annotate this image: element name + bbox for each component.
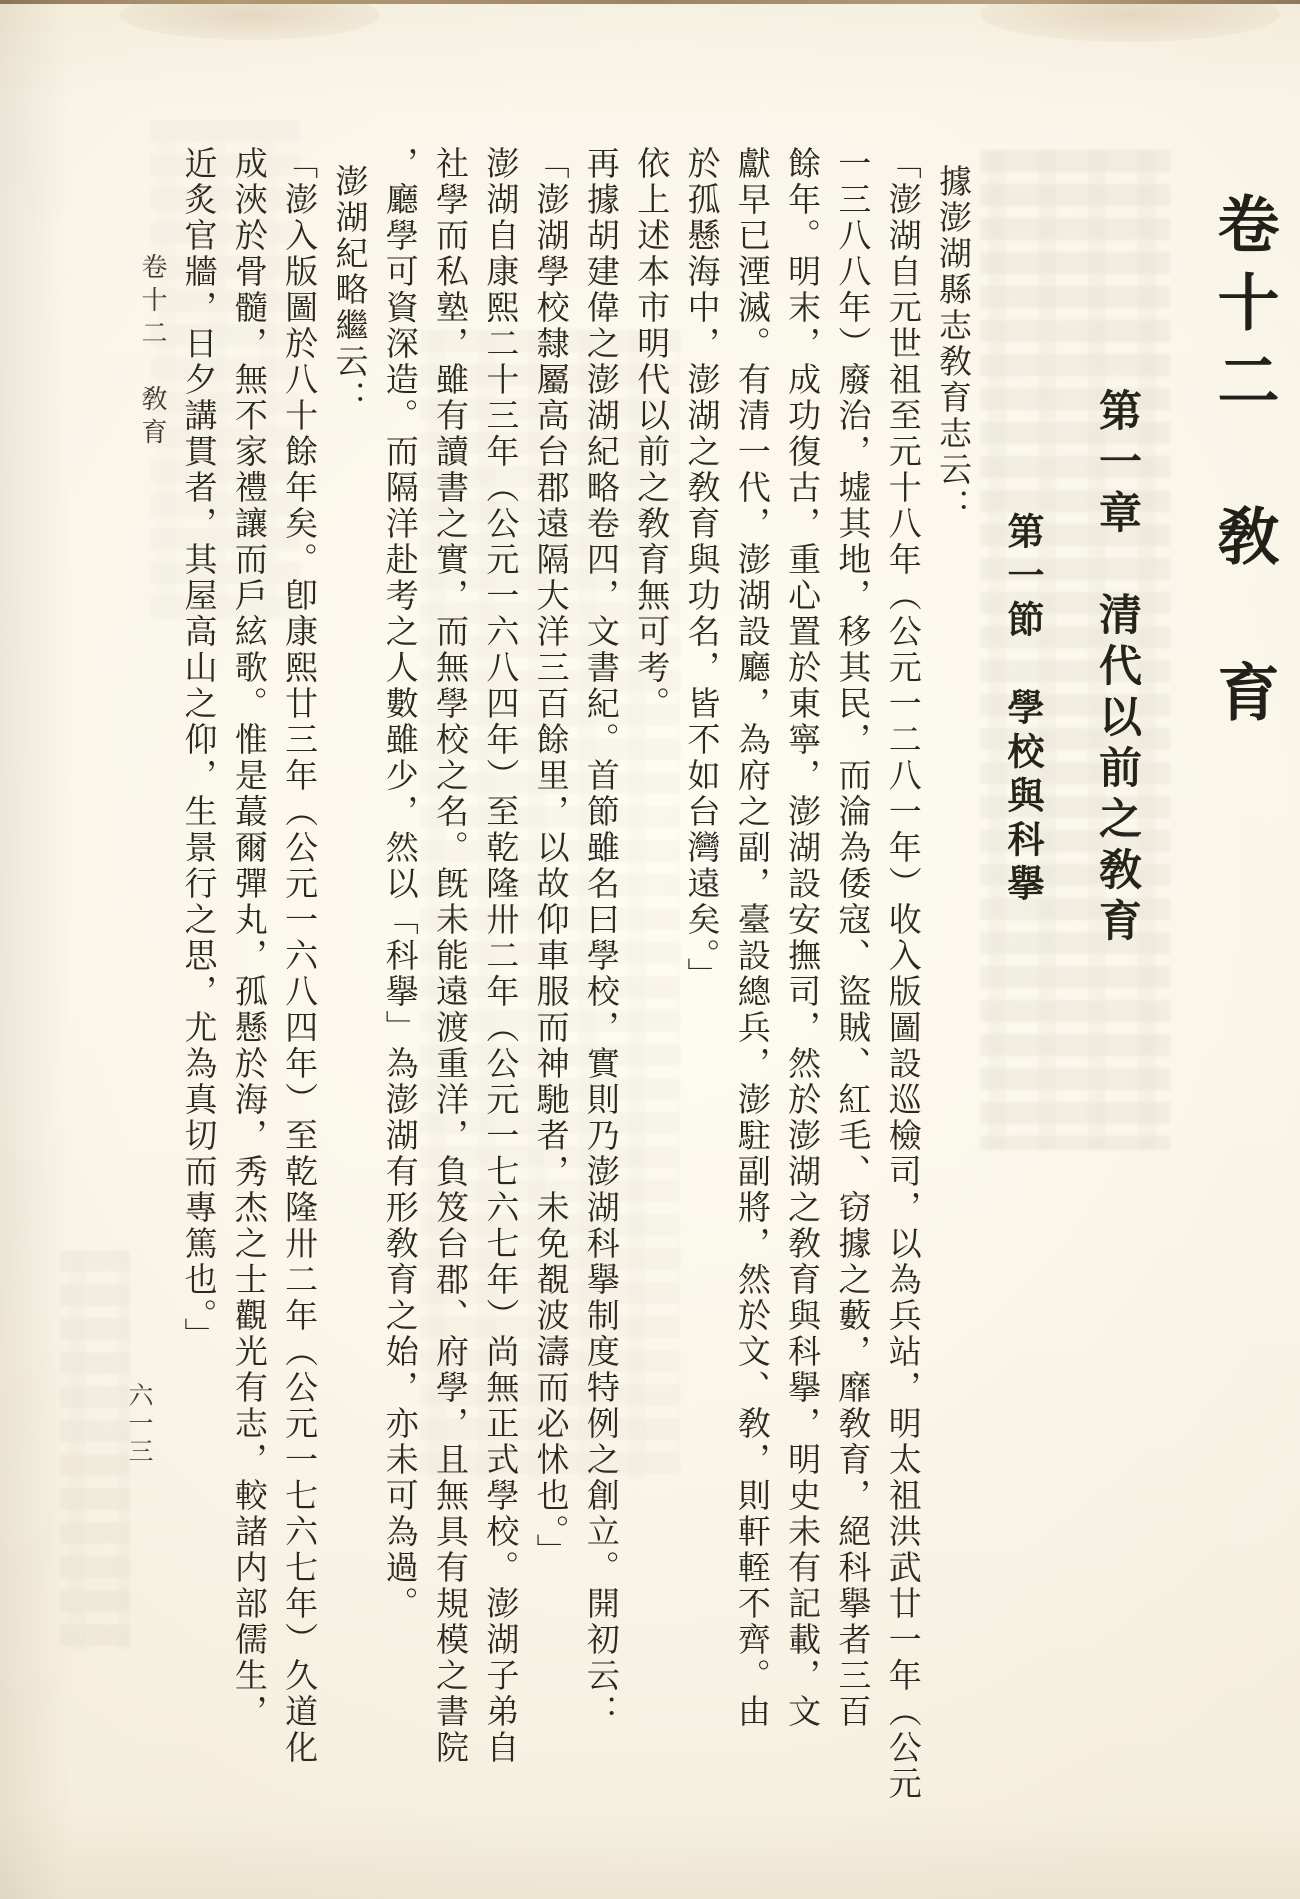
text-column: 澎湖自康熙二十三年（公元一六八四年）至乾隆卅二年（公元一七六七年）尚無正式學校。澎湖子弟自 <box>481 146 518 1766</box>
text-column: 餘年。明末，成功復古，重心置於東寧，澎湖設安撫司，然於澎湖之敎育與科擧，明史未有記載，文 <box>783 146 820 1730</box>
volume-title: 卷十二 敎 育 <box>1208 192 1276 738</box>
body-text-block <box>172 146 977 1802</box>
text-column: 社學而私塾，雖有讀書之實，而無學校之名。旣未能遠渡重洋，負笈台郡、府學，且無具有規模之書院 <box>431 146 468 1766</box>
text-column: 一三八八年）廢治，墟其地，移其民，而淪為倭寇、盜賊、紅毛、窃據之藪，靡敎育，絕科擧者三百 <box>833 146 870 1730</box>
text-column: 獻早已湮滅。有清一代，澎湖設廳，為府之副，臺設總兵，澎駐副將，然於文、敎，則軒輊不齊。由 <box>732 146 769 1730</box>
text-column: 於孤懸海中，澎湖之敎育與功名，皆不如台灣遠矣。」 <box>682 146 719 994</box>
text-column: 依上述本市明代以前之敎育無可考。 <box>632 146 669 722</box>
text-column: 「澎入版圖於八十餘年矣。卽康熙廿三年（公元一六八四年）至乾隆卅二年（公元一七六七年）久道化 <box>280 146 317 1766</box>
page-number: 六一三 <box>125 1382 152 1466</box>
section-title: 第一節 學校與科擧 <box>1001 512 1042 908</box>
scan-bottom-shade <box>0 1809 1300 1899</box>
scan-smudge <box>120 0 380 40</box>
text-column: 澎湖紀略繼云： <box>330 164 367 416</box>
margin-running-label: 卷十二 敎育 <box>138 253 167 451</box>
text-column: 據澎湖縣志敎育志云： <box>934 164 970 524</box>
text-column: 「澎湖學校隸屬高台郡遠隔大洋三百餘里，以故仰車服而神馳者，未免覩波濤而必怵也。」 <box>531 146 568 1570</box>
text-column: 再據胡建偉之澎湖紀略卷四，文書紀。首節雖名曰學校，實則乃澎湖科擧制度特例之創立。開初云： <box>581 146 618 1730</box>
chapter-title: 第一章 清代以前之敎育 <box>1093 388 1140 949</box>
text-column: ，廳學可資深造。而隔洋赴考之人數雖少，然以「科擧」為澎湖有形敎育之始，亦未可為過。 <box>380 146 417 1622</box>
text-column: 成浹於骨髓，無不家禮讓而戶絃歌。惟是蕞爾彈丸，孤懸於海，秀杰之士觀光有志，較諸内部儒生， <box>229 146 266 1730</box>
scan-smudge <box>980 0 1280 42</box>
text-column: 「澎湖自元世祖至元十八年（公元一二八一年）收入版圖設巡檢司，以為兵站，明太祖洪武廿一年（公元 <box>883 146 920 1802</box>
text-column: 近炙官牆，日夕講貫者，其屋高山之仰，生景行之思，尤為真切而專篤也。」 <box>179 146 216 1354</box>
